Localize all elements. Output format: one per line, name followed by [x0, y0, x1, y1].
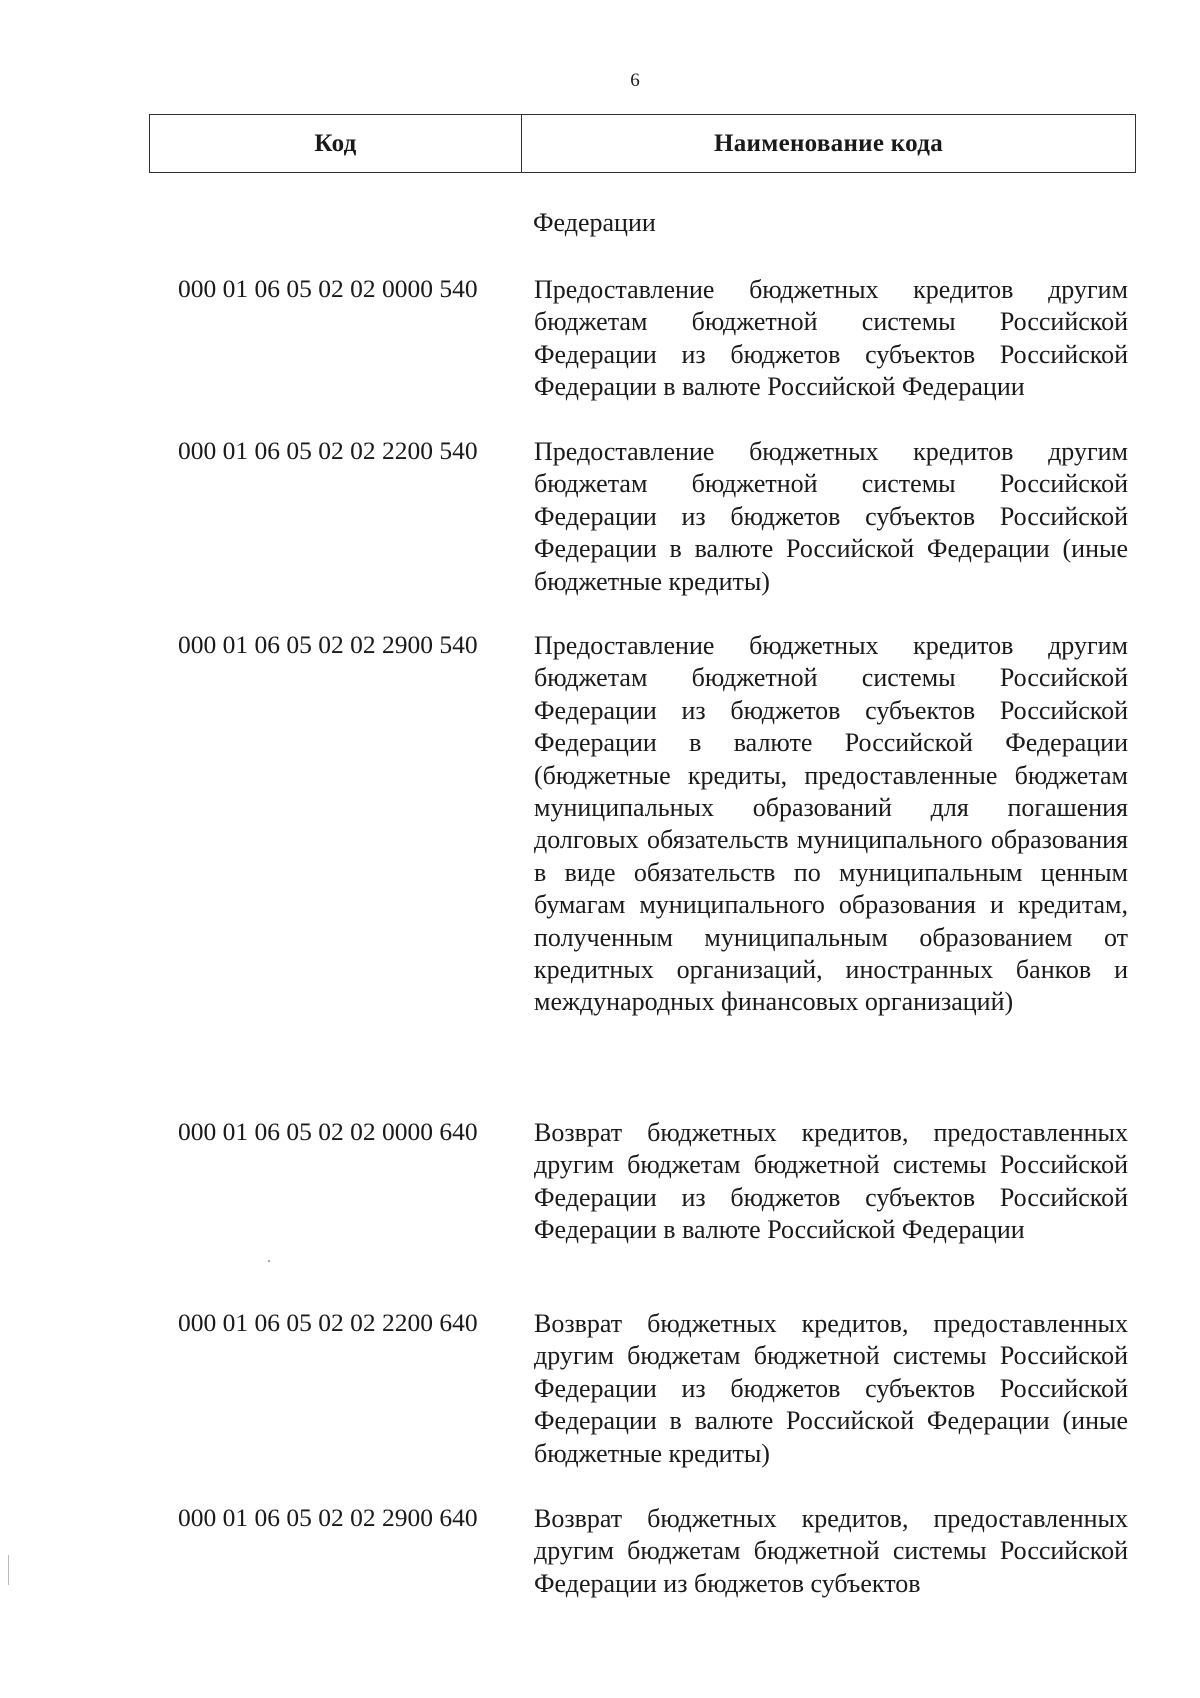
budget-code: 000 01 06 05 02 02 0000 640 [178, 1117, 478, 1146]
name-column-header: Наименование кода [713, 129, 943, 157]
code-description: Предоставление бюджетных кредитов другим бюджетам бюджетной системы Российской Федерации из бюджетов субъектов Российской Федерации в валюте Российской Федерации (иные бюджетные кредиты) [534, 437, 1128, 596]
budget-code: 000 01 06 05 02 02 0000 540 [178, 274, 478, 303]
scan-artifact [268, 1260, 270, 1262]
table-header [149, 114, 1136, 173]
code-column-header: Код [150, 115, 522, 172]
continuation-text: Федерации [533, 208, 656, 237]
budget-code: 000 01 06 05 02 02 2900 540 [178, 630, 478, 659]
page-number: 6 [630, 70, 640, 91]
scan-artifact [8, 1555, 9, 1585]
code-description: Предоставление бюджетных кредитов другим бюджетам бюджетной системы Российской Федерации из бюджетов субъектов Российской Федерации в валюте Российской Федерации [534, 275, 1128, 402]
budget-code: 000 01 06 05 02 02 2200 640 [178, 1308, 478, 1337]
code-description: Возврат бюджетных кредитов, предоставленных другим бюджетам бюджетной системы Российской Федерации из бюджетов субъектов [534, 1504, 1128, 1598]
budget-code: 000 01 06 05 02 02 2900 640 [178, 1503, 478, 1532]
budget-code: 000 01 06 05 02 02 2200 540 [178, 436, 478, 465]
code-description: Предоставление бюджетных кредитов другим бюджетам бюджетной системы Российской Федерации из бюджетов субъектов Российской Федерации в валюте Российской Федерации (бюджетные кредиты, предоставленные бюджетам муниципальных образований для погашения долговых обязательств муниципального образования в виде обязательств по муниципальным ценным бумагам муниципального образования и кредитам, полученным муниципальным образованием от кредитных организаций, иностранных банков и международных финансовых организаций) [534, 631, 1128, 1017]
code-description: Возврат бюджетных кредитов, предоставленных другим бюджетам бюджетной системы Российской Федерации из бюджетов субъектов Российской Федерации в валюте Российской Федерации [534, 1118, 1128, 1245]
code-description: Возврат бюджетных кредитов, предоставленных другим бюджетам бюджетной системы Российской Федерации из бюджетов субъектов Российской Федерации в валюте Российской Федерации (иные бюджетные кредиты) [534, 1309, 1128, 1468]
